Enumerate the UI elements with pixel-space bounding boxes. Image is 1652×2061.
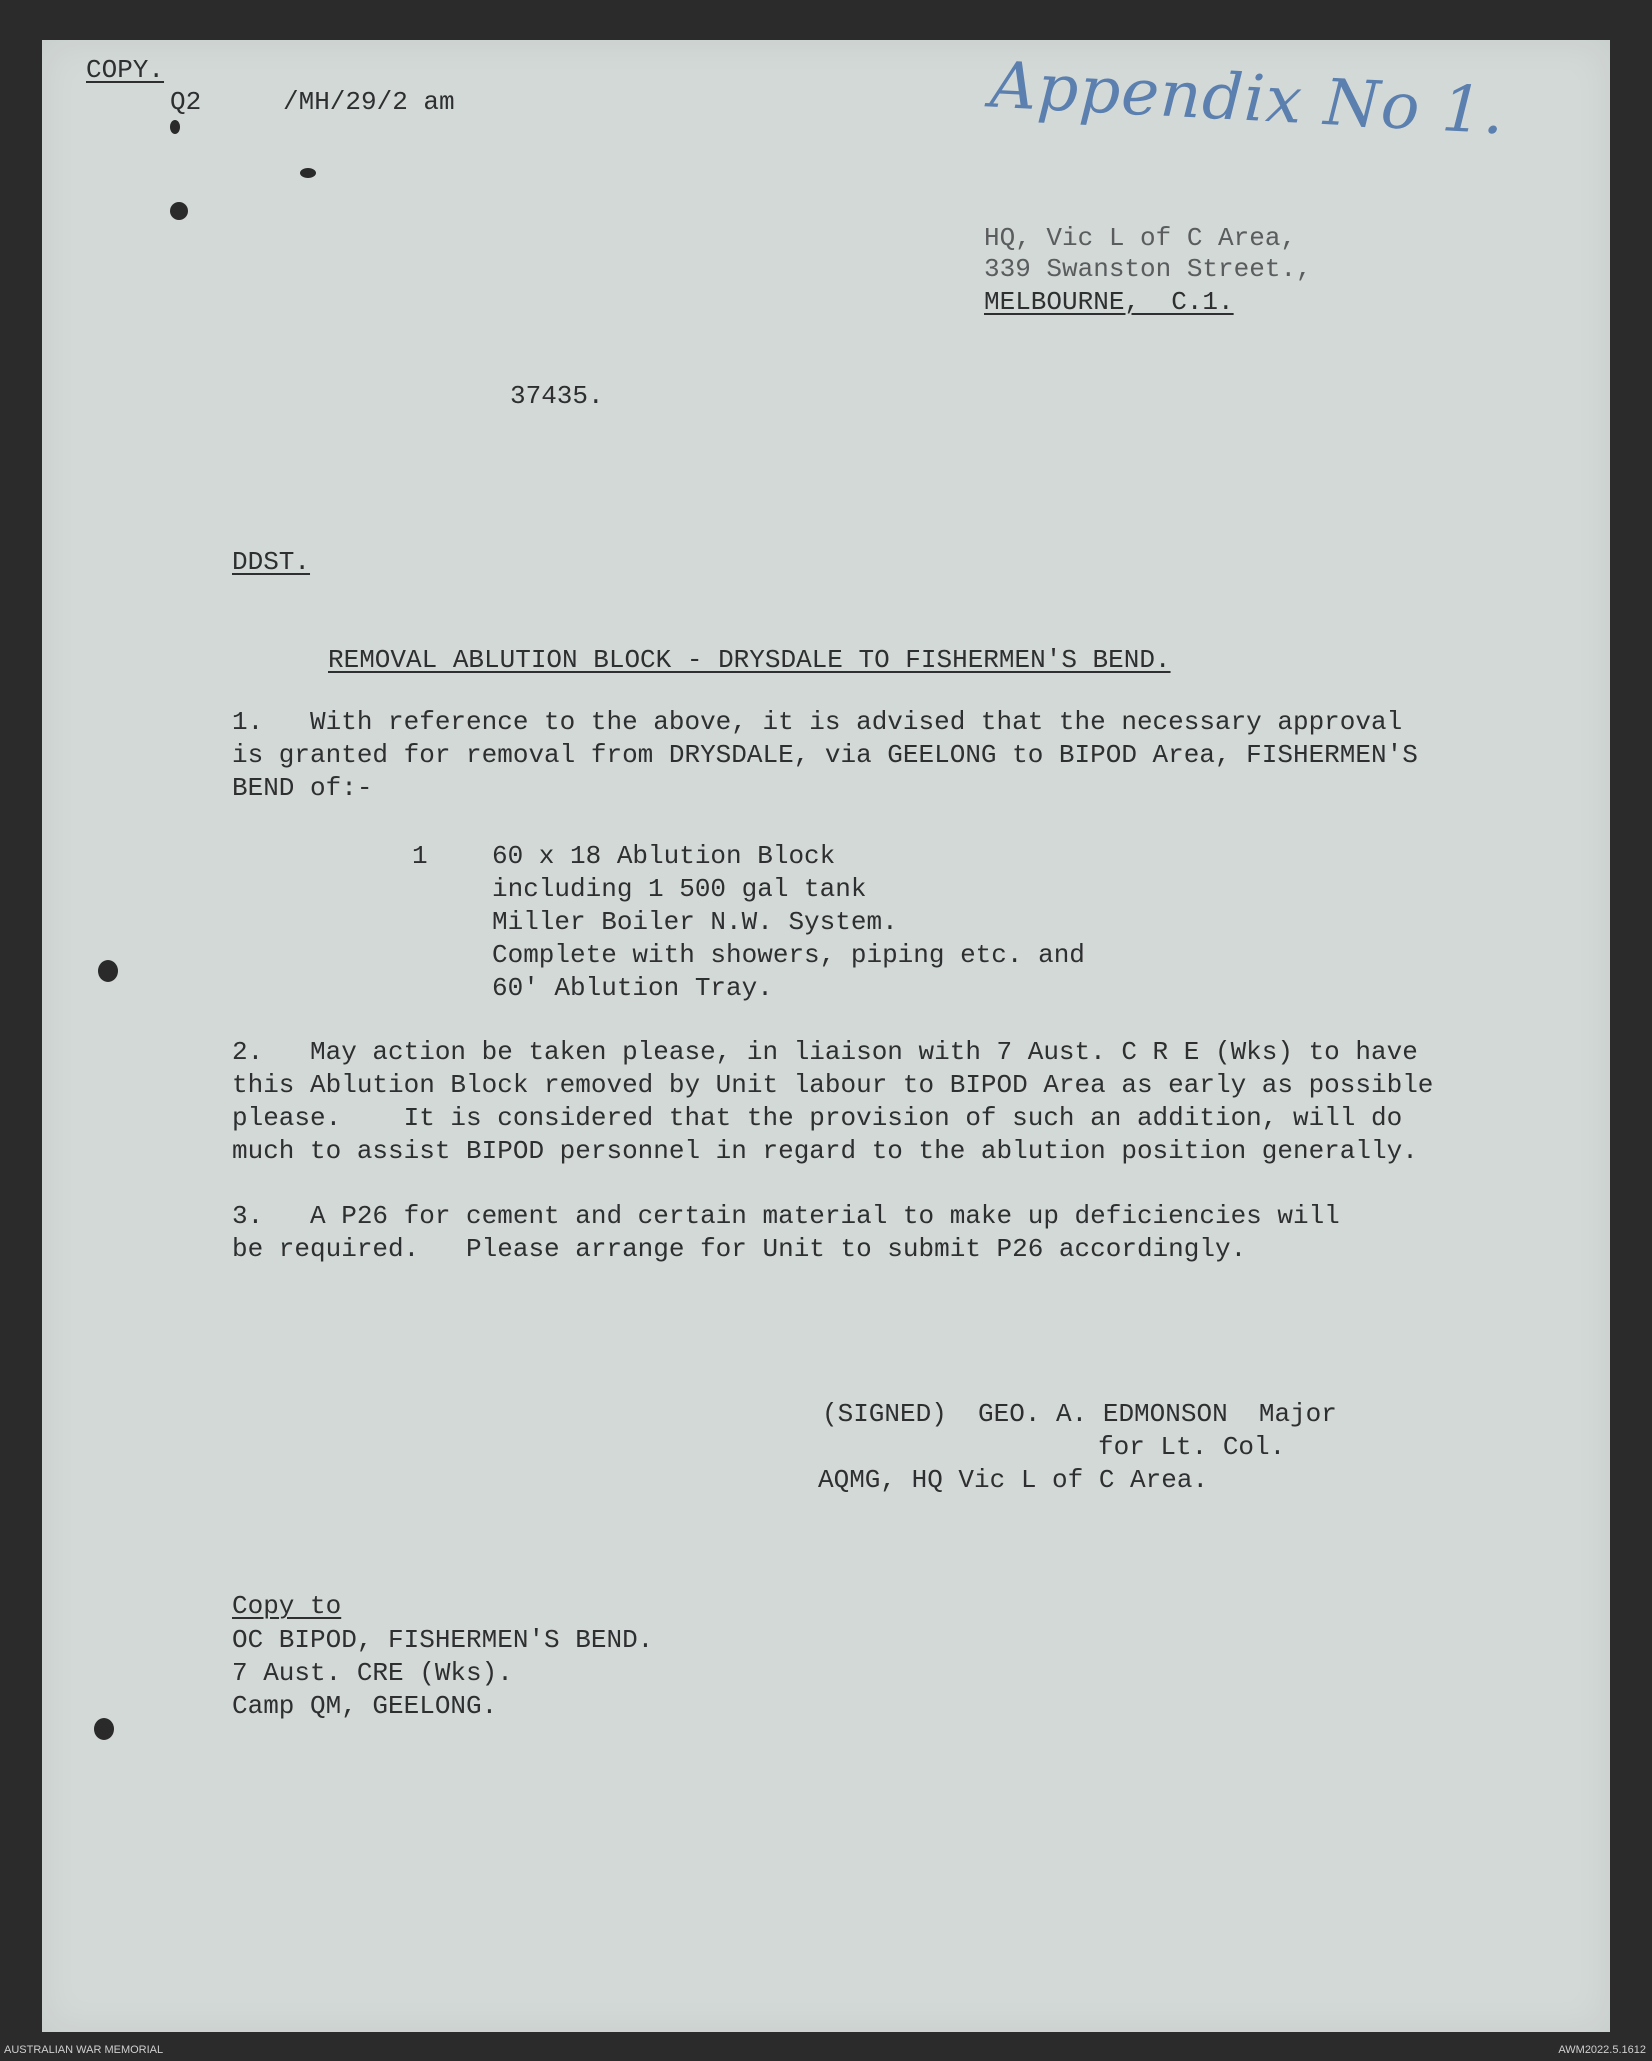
item-line-3: Miller Boiler N.W. System.: [492, 907, 898, 937]
file-reference: /MH/29/2 am: [283, 87, 455, 117]
footer-institution: AUSTRALIAN WAR MEMORIAL: [4, 2044, 164, 2056]
item-line-5: 60' Ablution Tray.: [492, 973, 773, 1003]
signature-line-1: (SIGNED) GEO. A. EDMONSON Major: [822, 1399, 1337, 1429]
reference-number: 37435.: [510, 381, 604, 411]
subject-heading: REMOVAL ABLUTION BLOCK - DRYSDALE TO FISHERMEN'S BEND.: [328, 645, 1171, 675]
signature-line-3: AQMG, HQ Vic L of C Area.: [818, 1465, 1209, 1495]
para3-line-2: be required. Please arrange for Unit to submit P26 accordingly.: [232, 1234, 1247, 1264]
punch-hole: [98, 960, 118, 982]
punch-hole: [170, 120, 180, 134]
copy-to-line-3: Camp QM, GEELONG.: [232, 1691, 498, 1721]
punch-hole: [170, 202, 188, 220]
address-line-2: 339 Swanston Street.,: [984, 254, 1312, 284]
para1-line-3: BEND of:-: [232, 773, 373, 803]
para3-line-1: 3. A P26 for cement and certain material to make up deficiencies will: [232, 1201, 1340, 1231]
para2-line-4: much to assist BIPOD personnel in regard to the ablution position generally.: [232, 1136, 1418, 1166]
item-line-1: 60 x 18 Ablution Block: [492, 841, 836, 871]
file-ref-prefix: Q2: [170, 87, 202, 117]
footer-accession: AWM2022.5.1612: [1558, 2044, 1646, 2056]
item-quantity: 1: [412, 841, 428, 871]
para1-line-2: is granted for removal from DRYSDALE, via GEELONG to BIPOD Area, FISHERMEN'S: [232, 740, 1418, 770]
addressee: DDST.: [232, 547, 311, 577]
para2-line-2: this Ablution Block removed by Unit labour to BIPOD Area as early as possible: [232, 1070, 1434, 1100]
copy-to-line-2: 7 Aust. CRE (Wks).: [232, 1658, 513, 1688]
appendix-annotation: Appendix No 1.: [988, 48, 1507, 150]
copy-to-heading: Copy to: [232, 1591, 342, 1621]
address-line-1: HQ, Vic L of C Area,: [984, 223, 1297, 253]
signature-line-2: for Lt. Col.: [1098, 1432, 1286, 1462]
para2-line-1: 2. May action be taken please, in liaison with 7 Aust. C R E (Wks) to have: [232, 1037, 1418, 1067]
item-line-2: including 1 500 gal tank: [492, 874, 867, 904]
address-line-3: MELBOURNE, C.1.: [984, 287, 1234, 317]
item-line-4: Complete with showers, piping etc. and: [492, 940, 1085, 970]
punch-hole: [94, 1718, 114, 1740]
punch-hole: [300, 168, 316, 178]
copy-label: COPY.: [86, 55, 165, 85]
copy-to-line-1: OC BIPOD, FISHERMEN'S BEND.: [232, 1625, 654, 1655]
para1-line-1: 1. With reference to the above, it is advised that the necessary approval: [232, 707, 1403, 737]
para2-line-3: please. It is considered that the provision of such an addition, will do: [232, 1103, 1403, 1133]
